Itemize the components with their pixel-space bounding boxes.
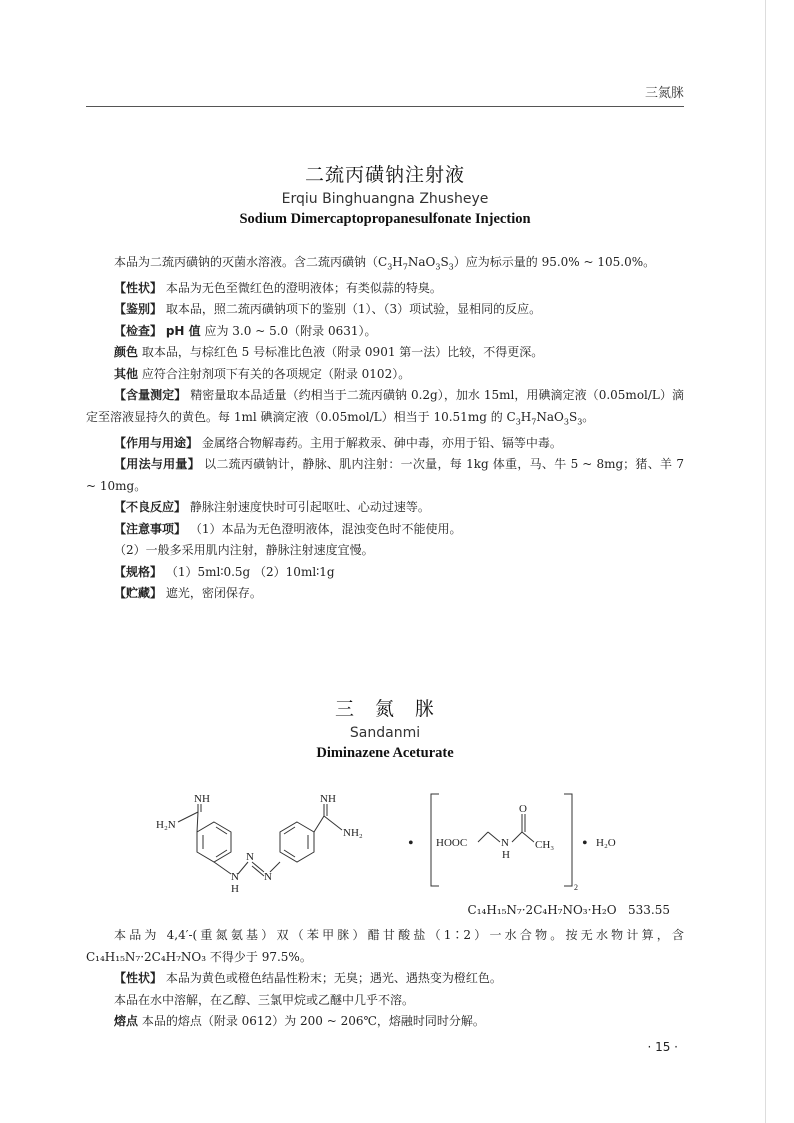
running-head: 三氮脒 [644,86,684,101]
section2-solubility: 本品在水中溶解，在乙醇、三氯甲烷或乙醚中几乎不溶。 [114,992,415,1007]
page-edge-line [765,0,766,1123]
benzene-ring-left [197,822,231,862]
nh2-right: NH₂ [343,827,363,839]
section1-spec: 【规格】 （1）5ml∶0.5g （2）10ml∶1g [114,564,335,579]
azo-n2: N [246,851,254,863]
chemical-structure [86,790,686,910]
hooc: HOOC [436,837,468,849]
benzene-ring-right [280,822,314,862]
section1-character: 【性状】 本品为无色至微红色的澄明液体；有类似蒜的特臭。 [114,280,442,295]
section1-title-pinyin: Erqiu Binghuangna Zhusheye [281,191,489,207]
h2n-left: H₂N [156,819,176,831]
section1-intro: 本品为二巯丙磺钠的灭菌水溶液。含二巯丙磺钠$(C_3H_7NaO_3S_3)$应为标示量的 95.0% ~ 105.0%。 [114,255,656,272]
section1-title-block [86,160,684,228]
section1-other: 其他 应符合注射剂项下有关的各项规定（附录 0102）。 [114,366,411,381]
section2-title-cn: 三 氮 脒 [334,698,435,720]
dot-1: • [408,835,414,852]
section1-use: 【作用与用途】 金属络合物解毒药。主用于解救汞、砷中毒，亦用于铅、镉等中毒。 [114,435,562,450]
amide-o: O [519,803,527,815]
nh-right: NH [320,793,336,805]
section1-assay: 【含量测定】 精密量取本品适量（约相当于二巯丙磺钠 0.2g），加水 15ml，用碘滴定液（0.05mol/L）滴定至溶液显持久的黄色。每 1ml 碘滴定液（0.05mol/L）相当于 10.51mg 的 $C_3H_7NaO_3S_3$。 [86,388,684,427]
section2-melting-point: 熔点 本品的熔点（附录 0612）为 200 ~ 206℃，熔融时同时分解。 [114,1014,485,1028]
section1-color: 颜色 取本品，与棕红色 5 号标准比色液（附录 0901 第一法）比较，不得更深。 [114,345,544,360]
section1-storage: 【贮藏】 遮光，密闭保存。 [114,586,262,601]
azo-n3: N [264,871,272,883]
molecular-formula: C₁₄H₁₅N₇·2C₄H₇NO₃·H₂O 533.55 [467,903,670,917]
section2-title-block [86,694,684,762]
section2-character: 【性状】 本品为黄色或橙色结晶性粉末；无臭；遇光、遇热变为橙红色。 [114,971,502,985]
amide-n: N [501,837,509,849]
section1-title-en: Sodium Dimercaptopropanesulfonate Injection [239,211,531,227]
ch3: CH₃ [535,839,555,851]
h2o: H₂O [596,837,616,849]
amide-h: H [502,849,510,861]
section1-examination: 【检查】 pH 值 应为 3.0 ~ 5.0（附录 0631）。 [114,323,377,338]
page-number: · 15 · [647,1040,678,1054]
header-rule [86,106,684,107]
molecular-weight: 533.55 [628,903,670,917]
section1-adverse: 【不良反应】 静脉注射速度快时可引起呕吐、心动过速等。 [114,500,430,515]
section2-title-pinyin: Sandanmi [349,725,421,741]
azo-h: H [231,883,239,895]
section1-caution-2: （2）一般多采用肌内注射，静脉注射速度宜慢。 [114,543,374,558]
section1-body [86,252,684,605]
section1-caution: 【注意事项】 （1）本品为无色澄明液体，混浊变色时不能使用。 [114,521,462,536]
section1-dosage: 【用法与用量】 以二巯丙磺钠计，静脉、肌内注射：一次量，每 1kg 体重，马、牛 5 ~ 8mg；猪、羊 7 ~ 10mg。 [86,457,684,493]
section2-title-en: Diminazene Aceturate [316,745,454,761]
nh-left: NH [194,793,210,805]
bracket-subscript: 2 [574,883,578,892]
dot-2: • [582,835,588,852]
section2-intro: 本品为 4,4′-(重氮氨基）双（苯甲脒）醋甘酸盐（1∶2）一水合物。按无水物计算，含 C₁₄H₁₅N₇·2C₄H₇NO₃ 不得少于 97.5%。 [86,928,684,964]
section1-identification: 【鉴别】 取本品，照二巯丙磺钠项下的鉴别（1）、（3）项试验，显相同的反应。 [114,302,542,317]
section2-body [86,925,684,1033]
section1-title-cn: 二巯丙磺钠注射液 [304,164,465,186]
azo-n1: N [231,871,239,883]
